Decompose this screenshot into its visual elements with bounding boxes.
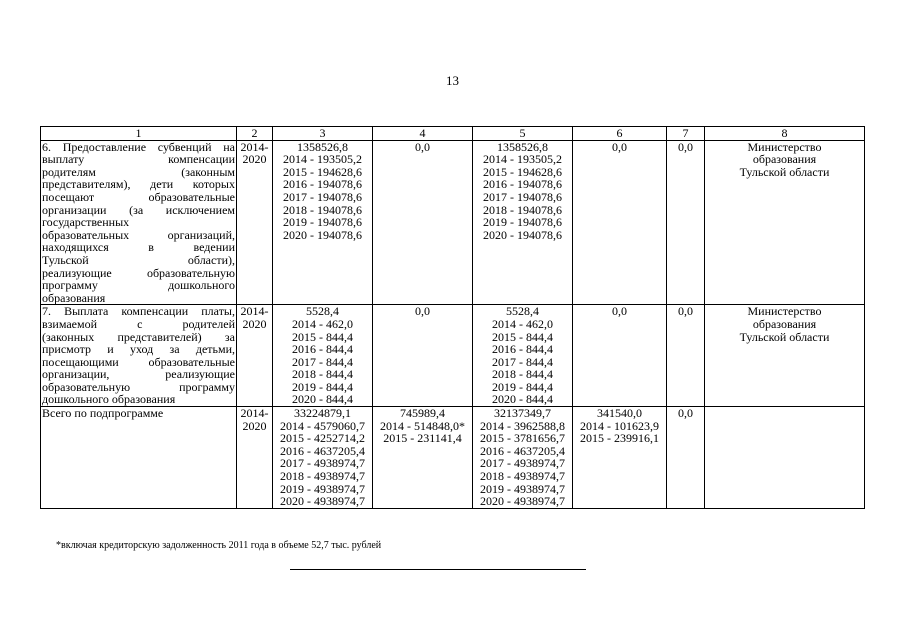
total-funding-value: 2015 - 844,4 [292,329,353,344]
regional-budget-value: 2018 - 4938974,7 [480,469,565,484]
executor-cell [705,140,865,305]
federal-budget-value: 745989,4 [400,406,445,421]
total-funding-value: 2017 - 194078,6 [283,189,362,204]
federal-budget-value: 2014 - 514848,0* [380,418,465,433]
measure-name-line: образовательных организаций, [42,227,235,242]
period-cell [237,140,273,305]
regional-budget-value: 2019 - 194078,6 [483,215,562,230]
regional-budget-value: 2014 - 3962588,8 [480,418,565,433]
regional-budget-value: 2015 - 844,4 [492,329,553,344]
measure-name-line: образования [42,290,106,305]
table-row [41,407,865,509]
regional-budget-value: 5528,4 [506,304,539,319]
measure-name-line: родителям (законным [42,164,235,179]
total-funding-value: 2014 - 4579060,7 [280,418,365,433]
municipal-budget-value: 341540,0 [597,406,642,421]
total-funding-value: 2016 - 4637205,4 [280,443,365,458]
total-funding-value: 2017 - 844,4 [292,354,353,369]
regional-budget-value: 2017 - 194078,6 [483,189,562,204]
period-value: 2020 [242,316,267,331]
regional-budget-value: 2019 - 4938974,7 [480,481,565,496]
period-cell [237,407,273,509]
total-funding-value: 2018 - 844,4 [292,367,353,382]
subprogram-table [40,126,865,509]
regional-budget-value: 2018 - 844,4 [492,367,553,382]
extrabudgetary-cell [667,305,705,407]
executor-cell [705,407,865,509]
total-funding-cell [273,305,373,407]
total-funding-value: 2014 - 193505,2 [283,152,362,167]
federal-budget-value: 2015 - 231141,4 [383,431,462,446]
column-number-row [41,127,865,141]
regional-budget-value: 2014 - 462,0 [492,316,553,331]
executor-value: Министерство [747,304,822,319]
federal-budget-cell [373,305,473,407]
measure-name-line: (законных представителей) за [42,329,235,344]
federal-budget-value: 0,0 [415,139,430,154]
total-funding-cell [273,140,373,305]
total-funding-value: 5528,4 [306,304,339,319]
measure-name-line: дошкольного образования [42,392,176,407]
period-value: 2014- [240,304,269,319]
extrabudgetary-value: 0,0 [678,406,693,421]
period-cell [237,305,273,407]
total-funding-value: 2015 - 4252714,2 [280,431,365,446]
regional-budget-value: 2018 - 194078,6 [483,202,562,217]
regional-budget-cell [473,407,573,509]
column-number: 1 [41,127,237,141]
total-funding-value: 2014 - 462,0 [292,316,353,331]
regional-budget-value: 2017 - 844,4 [492,354,553,369]
total-funding-value: 2020 - 4938974,7 [280,494,365,509]
measure-name-line: находящихся в ведении [42,240,235,255]
column-number: 3 [273,127,373,141]
federal-budget-cell [373,407,473,509]
extrabudgetary-value: 0,0 [678,304,693,319]
regional-budget-value: 2020 - 194078,6 [483,227,562,242]
executor-cell [705,305,865,407]
measure-name-line: выплату компенсации [42,152,235,167]
federal-budget-cell [373,140,473,305]
municipal-budget-cell [573,140,667,305]
total-funding-value: 2020 - 194078,6 [283,227,362,242]
regional-budget-value: 2014 - 193505,2 [483,152,562,167]
column-number: 2 [237,127,273,141]
municipal-budget-value: 2014 - 101623,9 [580,418,659,433]
total-funding-cell [273,407,373,509]
measure-name-line: организации (за исключением [42,202,235,217]
period-value: 2020 [242,418,267,433]
column-number: 4 [373,127,473,141]
extrabudgetary-value: 0,0 [678,139,693,154]
measure-name-line: программу дошкольного [42,278,235,293]
regional-budget-value: 2019 - 844,4 [492,379,553,394]
total-funding-value: 2016 - 844,4 [292,342,353,357]
column-number: 8 [705,127,865,141]
regional-budget-value: 2015 - 3781656,7 [480,431,565,446]
regional-budget-value: 2016 - 844,4 [492,342,553,357]
measure-name-cell [41,140,237,305]
regional-budget-value: 2016 - 4637205,4 [480,443,565,458]
measure-name-line: государственных [42,215,130,230]
regional-budget-cell [473,140,573,305]
total-funding-value: 2020 - 844,4 [292,392,353,407]
total-funding-value: 2018 - 4938974,7 [280,469,365,484]
measure-name-cell [41,305,237,407]
executor-value: образования [752,152,817,167]
regional-budget-value: 1358526,8 [497,139,548,154]
measure-name-line: Всего по подпрограмме [42,406,164,421]
period-value: 2020 [242,152,267,167]
total-funding-value: 2015 - 194628,6 [283,164,362,179]
total-funding-value: 2017 - 4938974,7 [280,456,365,471]
measure-name-line: посещают образовательные [42,189,235,204]
regional-budget-value: 32137349,7 [494,406,551,421]
page-number: 13 [446,73,459,88]
measure-name-line: посещающими образовательные [42,354,235,369]
municipal-budget-cell [573,407,667,509]
total-funding-value: 2019 - 844,4 [292,379,353,394]
municipal-budget-value: 0,0 [612,139,627,154]
executor-value: Тульской области [739,164,830,179]
total-funding-value: 2019 - 194078,6 [283,215,362,230]
measure-name-cell [41,407,237,509]
total-funding-value: 1358526,8 [297,139,348,154]
period-value: 2014- [240,406,269,421]
regional-budget-value: 2020 - 844,4 [492,392,553,407]
federal-budget-value: 0,0 [415,304,430,319]
municipal-budget-value: 2015 - 239916,1 [580,431,659,446]
regional-budget-cell [473,305,573,407]
total-funding-value: 33224879,1 [294,406,351,421]
extrabudgetary-cell [667,140,705,305]
total-funding-value: 2019 - 4938974,7 [280,481,365,496]
divider-line [290,569,586,570]
municipal-budget-cell [573,305,667,407]
measure-name-line: 6. Предоставление субвенций на [42,139,235,154]
measure-name-line: образовательную программу [42,379,235,394]
table-row [41,140,865,305]
measure-name-line: реализующие образовательную [42,265,235,280]
executor-value: Министерство [747,139,822,154]
measure-name-line: 7. Выплата компенсации платы, [42,304,235,319]
measure-name-line: взимаемой с родителей [42,316,235,331]
total-funding-value: 2018 - 194078,6 [283,202,362,217]
executor-value: Тульской области [739,329,830,344]
column-number: 5 [473,127,573,141]
table-row [41,305,865,407]
regional-budget-value: 2020 - 4938974,7 [480,494,565,509]
column-number: 7 [667,127,705,141]
extrabudgetary-cell [667,407,705,509]
regional-budget-value: 2017 - 4938974,7 [480,456,565,471]
regional-budget-value: 2016 - 194078,6 [483,177,562,192]
measure-name-line: организации, реализующие [42,367,235,382]
measure-name-line: представителям), дети которых [42,177,235,192]
period-value: 2014- [240,139,269,154]
measure-name-line: Тульской области), [42,252,235,267]
executor-value: образования [752,316,817,331]
municipal-budget-value: 0,0 [612,304,627,319]
total-funding-value: 2016 - 194078,6 [283,177,362,192]
measure-name-line: присмотр и уход за детьми, [42,342,235,357]
footnote: *включая кредиторскую задолженность 2011 года в объеме 52,7 тыс. рублей [56,540,382,551]
column-number: 6 [573,127,667,141]
regional-budget-value: 2015 - 194628,6 [483,164,562,179]
